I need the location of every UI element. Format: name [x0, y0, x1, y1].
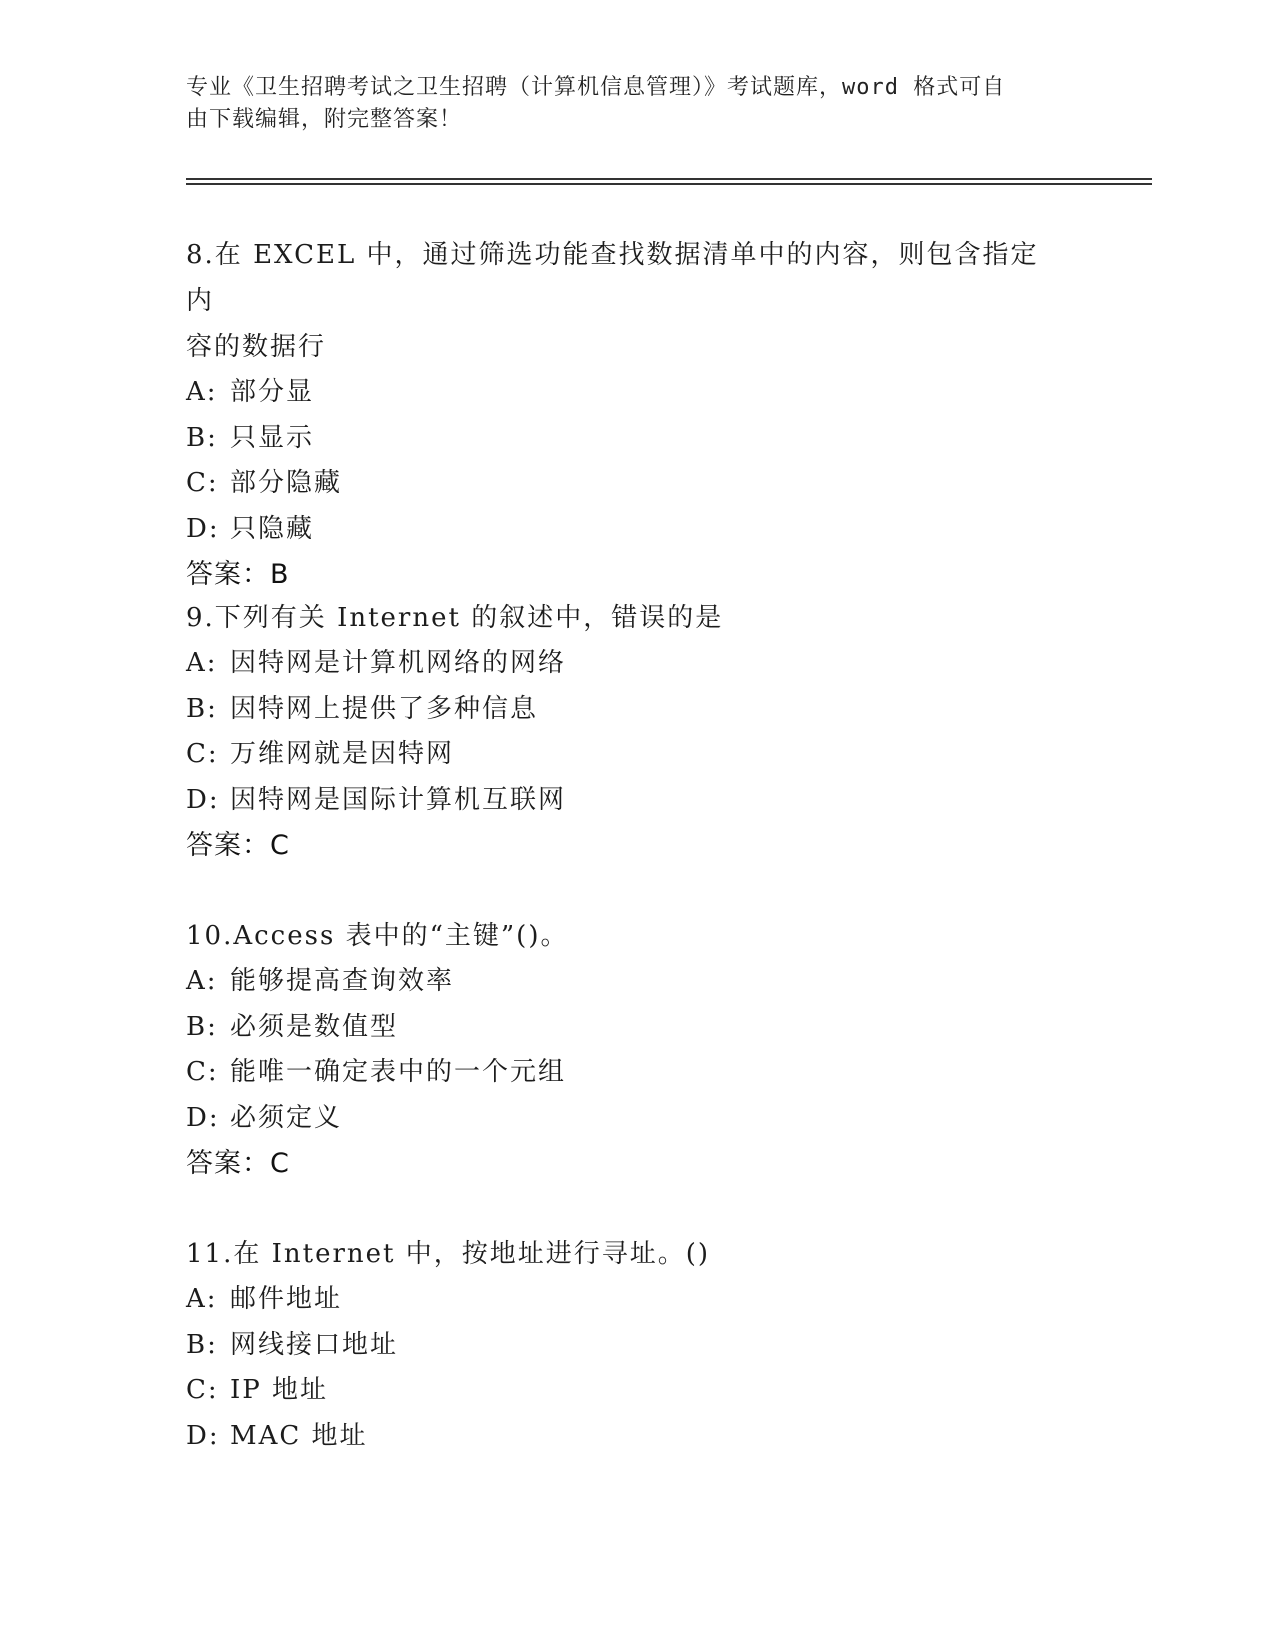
header-divider-bottom	[186, 183, 1152, 185]
option-c	[186, 461, 1066, 507]
option-b	[186, 1323, 1066, 1369]
question-stem: 11.在 Internet 中，按地址进行寻址。()	[186, 1239, 711, 1269]
question-stem: 8.在 EXCEL 中，通过筛选功能查找数据清单中的内容，则包含指定内	[186, 240, 1039, 316]
option-text: 能唯一确定表中的一个元组	[230, 1057, 567, 1087]
option-text: 能够提高查询效率	[230, 966, 455, 996]
question-8	[186, 232, 1066, 598]
answer-line: 答案：C	[186, 830, 290, 861]
option-text: 只显示	[230, 422, 315, 453]
option-b	[186, 1005, 1066, 1051]
question-11	[186, 1231, 1066, 1459]
answer-line: 答案：B	[186, 559, 290, 590]
option-b	[186, 416, 1066, 462]
question-stem: 10.Access 表中的“主键”()。	[186, 921, 569, 951]
option-letter: D:	[186, 513, 220, 544]
option-text: 必须是数值型	[230, 1011, 399, 1042]
option-text: 万维网就是因特网	[230, 739, 455, 769]
option-text: 因特网是计算机网络的网络	[230, 648, 567, 678]
answer-line: 答案：C	[186, 1148, 290, 1179]
option-letter: C:	[186, 739, 219, 769]
question-stem: 9.下列有关 Internet 的叙述中，错误的是	[186, 603, 724, 633]
option-c	[186, 1050, 1066, 1096]
option-letter: D:	[186, 784, 220, 815]
option-text: MAC 地址	[230, 1420, 368, 1451]
option-d	[186, 507, 1066, 553]
option-b	[186, 687, 1066, 733]
option-text: 网线接口地址	[230, 1329, 399, 1360]
option-letter: B:	[186, 693, 218, 724]
option-letter: A:	[186, 648, 218, 678]
option-text: 只隐藏	[230, 513, 315, 544]
option-c	[186, 1368, 1066, 1414]
question-10	[186, 913, 1066, 1187]
option-a	[186, 370, 1066, 416]
option-a	[186, 959, 1066, 1005]
question-9	[186, 595, 1066, 869]
option-letter: B:	[186, 1329, 218, 1360]
option-text: 因特网是国际计算机互联网	[230, 784, 567, 815]
option-letter: A:	[186, 966, 218, 996]
question-stem-continued: 容的数据行	[186, 332, 327, 362]
option-text: 邮件地址	[230, 1284, 343, 1314]
option-text: 因特网上提供了多种信息	[230, 693, 539, 724]
option-d	[186, 1096, 1066, 1142]
option-text: 部分隐藏	[230, 468, 343, 498]
option-d	[186, 1414, 1066, 1460]
option-letter: D:	[186, 1420, 220, 1451]
option-a	[186, 1277, 1066, 1323]
document-header	[186, 72, 1066, 136]
option-letter: C:	[186, 1057, 219, 1087]
option-letter: C:	[186, 468, 219, 498]
option-letter: A:	[186, 377, 218, 407]
option-letter: B:	[186, 422, 218, 453]
option-letter: A:	[186, 1284, 218, 1314]
header-divider-top	[186, 178, 1152, 180]
option-d	[186, 778, 1066, 824]
option-c	[186, 732, 1066, 778]
option-letter: C:	[186, 1375, 219, 1405]
option-a	[186, 641, 1066, 687]
option-text: 必须定义	[230, 1102, 343, 1133]
header-line-1: 专业《卫生招聘考试之卫生招聘（计算机信息管理）》考试题库，word 格式可自	[186, 75, 1006, 100]
option-text: 部分显	[230, 377, 315, 407]
option-letter: B:	[186, 1011, 218, 1042]
option-letter: D:	[186, 1102, 220, 1133]
header-line-2: 由下载编辑，附完整答案！	[186, 107, 463, 132]
option-text: IP 地址	[230, 1375, 329, 1405]
